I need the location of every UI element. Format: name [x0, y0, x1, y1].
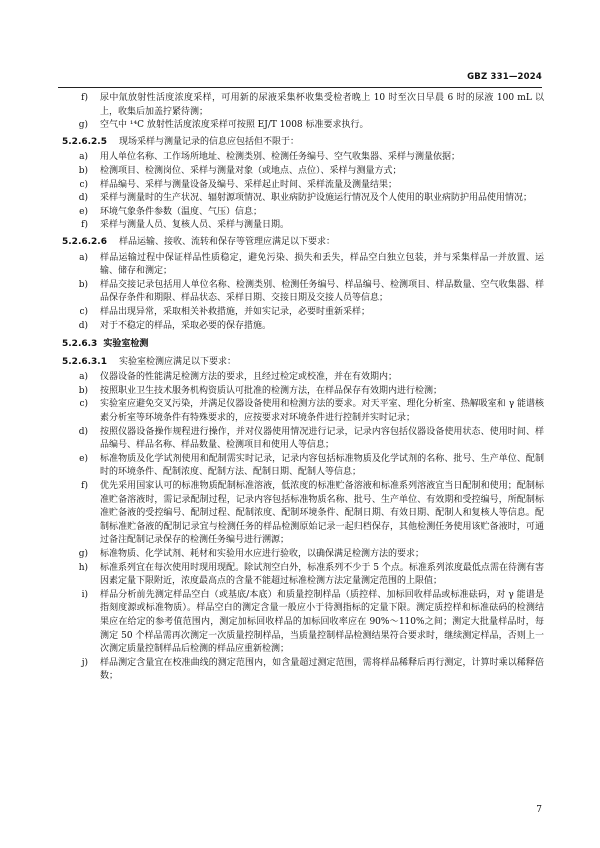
- list-item: [62, 562, 544, 589]
- list-item: [62, 119, 544, 133]
- clause-5-2-6-2-5: [62, 136, 544, 150]
- item-text: 样品编号、采样与测量设备及编号、采样起止时间、采样流量及测量结果；: [100, 179, 398, 190]
- item-label: f): [81, 93, 88, 103]
- standard-code-header: GBZ 331—2024: [467, 72, 542, 82]
- section-title: 实验室检测: [103, 339, 149, 350]
- list-item: [62, 92, 544, 119]
- item-label: a): [79, 152, 88, 163]
- item-label: c): [79, 179, 88, 190]
- item-label: d): [78, 426, 88, 437]
- item-text: 样品交接记录包括用人单位名称、检测类别、检测任务编号、样品编号、检测项目、样品数量、空气收集器、样品保存条件和期限、样品状态、采样日期、交接日期及交接人员等信息；: [100, 279, 544, 304]
- header-rule: [58, 87, 542, 88]
- item-text: 标准物质及化学试剂使用和配制需实时记录，记录内容包括标准物质及化学试剂的名称、批号、生产单位、配制时的环境条件、配制浓度、配制方法、配制日期、配制人等信息；: [100, 453, 544, 478]
- item-text: 优先采用国家认可的标准物质配制标准溶液，低浓度的标准贮备溶液和标准系列溶液宜当日配制和使用；配制标准贮备溶液时，需记录配制过程，记录内容包括标准物质名称、批号、生产单位、有效期和受控编号，所配制标准贮备液的受控编号、配制过程、配制浓度、配制环境条件、配制日期、有效日期、配制人和复核人等信息。配制标准贮备液的配制记录宜与检测任务的样品检测原始记录一起归档保存，其他检测任务使用该贮备液时，可通过备注配制记录保存的检测任务编号进行溯源；: [100, 481, 544, 546]
- item-text: 尿中氚放射性活度浓度采样，可用新的尿液采集杯收集受检者晚上 10 时至次日早晨 6 时的尿液 100 mL 以上，收集后加盖拧紧待测；: [100, 93, 544, 117]
- section-heading-5-2-6-3: [62, 338, 544, 352]
- list-c5: [62, 151, 544, 233]
- list-item: [62, 548, 544, 562]
- clause-number: 5.2.6.2.5: [62, 136, 107, 147]
- item-label: b): [78, 385, 88, 396]
- clause-title: 样品运输、接收、流转和保存等管理应满足以下要求：: [119, 236, 336, 247]
- list-item: [62, 151, 544, 165]
- list-item: [62, 279, 544, 306]
- section-number: 5.2.6.3: [62, 339, 98, 350]
- list-item: [62, 453, 544, 480]
- list-item: [62, 657, 544, 684]
- list-item: [62, 306, 544, 320]
- item-label: c): [79, 399, 88, 410]
- clause-5-2-6-2-6: [62, 236, 544, 250]
- list-c6: [62, 252, 544, 334]
- list-item: [62, 589, 544, 657]
- list-top: [62, 92, 544, 133]
- list-item: [62, 206, 544, 220]
- item-text: 检测项目、检测岗位、采样与测量对象（或地点、点位）、采样与测量方式；: [100, 165, 402, 176]
- list-item: [62, 165, 544, 179]
- item-label: b): [78, 165, 88, 176]
- list-item: [62, 252, 544, 279]
- list-item: [62, 426, 544, 453]
- page-number: 7: [536, 805, 542, 815]
- item-text: 样品出现异常，采取相关补救措施，并如实记录，必要时重新采样；: [100, 306, 371, 317]
- item-text: 采样与测量人员、复核人员、采样与测量日期。: [100, 220, 290, 231]
- item-text: 样品测定含量宜在校准曲线的测定范围内，如含量超过测定范围，需将样品稀释后再行测定，计算时乘以稀释倍数；: [100, 657, 544, 682]
- item-label: a): [79, 252, 88, 263]
- list-item: [62, 320, 544, 334]
- list-item: [62, 219, 544, 233]
- item-label: d): [78, 193, 88, 204]
- item-text: 采样与测量时的生产状况、辐射源项情况、职业病防护设施运行情况及个人使用的职业病防护用品使用情况；: [100, 193, 533, 204]
- item-label: e): [79, 206, 88, 217]
- list-item: [62, 192, 544, 206]
- item-text: 对于不稳定的样品，采取必要的保存措施。: [100, 320, 272, 331]
- item-text: 按照职业卫生技术服务机构资质认可批准的检测方法，在样品保存有效期内进行检测；: [100, 385, 443, 396]
- item-label: h): [78, 562, 88, 573]
- clause-title: 现场采样与测量记录的信息应包括但不限于：: [119, 136, 300, 147]
- item-text: 标准系列宜在每次使用时现用现配。除试剂空白外，标准系列不少于 5 个点。标准系列浓度最低点需在待测有害因素定量下限附近，浓度最高点的含量不能超过标准检测方法定量测定范围的上限值；: [100, 562, 544, 587]
- item-label: e): [79, 453, 88, 464]
- item-text: 标准物质、化学试剂、耗材和实验用水应进行验收，以确保满足检测方法的要求；: [100, 549, 425, 559]
- item-label: g): [78, 120, 88, 131]
- item-label: g): [78, 549, 88, 559]
- list-item: [62, 179, 544, 193]
- item-label: f): [81, 220, 88, 231]
- document-body: [62, 92, 544, 684]
- item-text: 仪器设备的性能满足检测方法的要求，且经过检定或校准，并在有效期内；: [100, 372, 398, 383]
- clause-title: 实验室检测应满足以下要求：: [119, 356, 237, 367]
- list-item: [62, 371, 544, 385]
- list-item: [62, 398, 544, 425]
- item-label: c): [79, 306, 88, 317]
- item-label: b): [78, 279, 88, 290]
- item-label: f): [81, 481, 88, 492]
- item-label: j): [81, 657, 88, 668]
- item-text: 样品分析前先测定样品空白（或基底/本底）和质量控制样品（质控样、加标回收样品或标准砝码，对 γ 能谱是指刻度源或标准物质）。样品空白的测定含量一般应小于待测指标的定量下限。测定质控样和标准砝码的检测结果应在给定的参考值范围内，测定加标回收样品的加标回收率应在 90%～110%之间；测定大批量样品时，每测定 50 个样品需再次测定一次质量控制样品，当质量控制样品检测结果符合要求时，继续测定样品，否则上一次测定质量控制样品后检测的样品应重新检测；: [100, 589, 544, 655]
- item-label: a): [79, 372, 88, 383]
- item-text: 实验室应避免交叉污染，并满足仪器设备使用和检测方法的要求。对天平室、理化分析室、热解吸室和 γ 能谱核素分析室等环境条件有特殊要求的，应按要求对环境条件进行控制并实时记录；: [100, 399, 544, 424]
- item-text: 样品运输过程中保证样品性质稳定，避免污染、损失和丢失，样品空白独立包装，并与采集样品一并放置、运输、储存和测定；: [100, 252, 544, 277]
- list-c31: [62, 371, 544, 684]
- clause-number: 5.2.6.3.1: [62, 356, 107, 367]
- item-label: d): [78, 320, 88, 331]
- item-text: 空气中 ¹⁴C 放射性活度浓度采样可按照 EJ/T 1008 标准要求执行。: [100, 120, 369, 131]
- clause-5-2-6-3-1: [62, 356, 544, 370]
- clause-number: 5.2.6.2.6: [62, 236, 107, 247]
- list-item: [62, 385, 544, 399]
- item-text: 用人单位名称、工作场所地址、检测类别、检测任务编号、空气收集器、采样与测量依据；: [100, 152, 461, 163]
- item-label: i): [81, 589, 88, 600]
- item-text: 按照仪器设备操作规程进行操作，并对仪器使用情况进行记录，记录内容包括仪器设备使用状态、使用时间、样品编号、样品名称、样品数量、检测项目和使用人等信息；: [100, 426, 544, 451]
- list-item: [62, 480, 544, 548]
- item-text: 环境气象条件参数（温度、气压）信息；: [100, 206, 263, 217]
